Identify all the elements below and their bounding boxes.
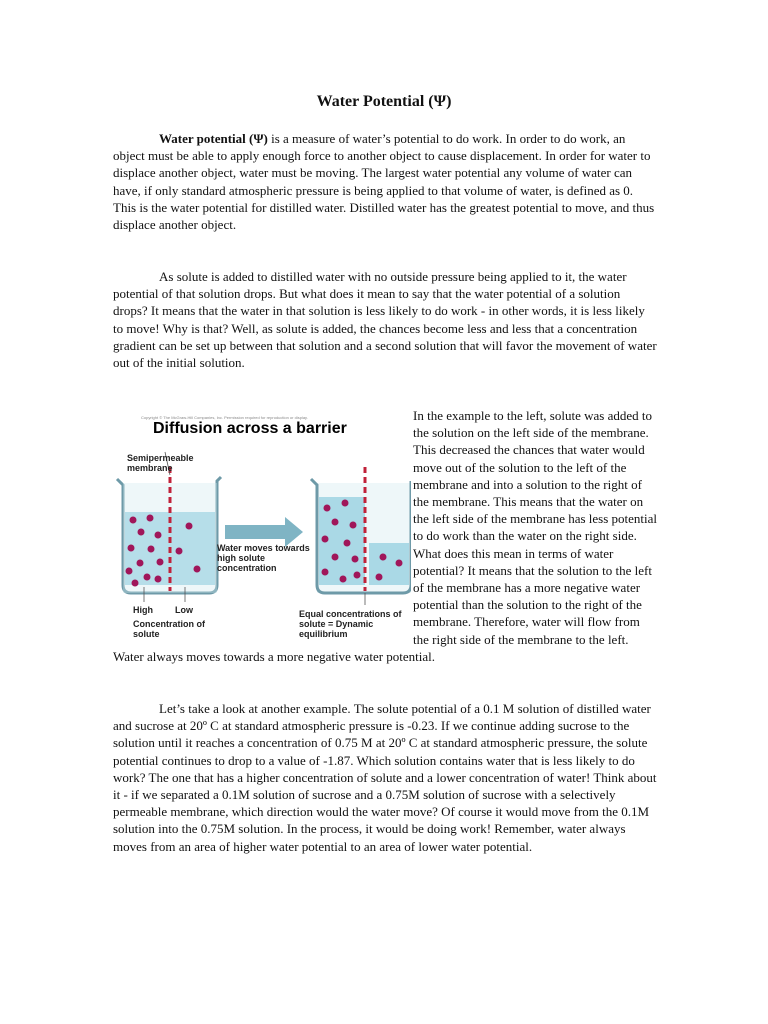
page-title: Water Potential (Ψ) [316, 93, 452, 110]
arrow-label: Water moves towards high solute concentration [217, 543, 310, 573]
diffusion-figure [113, 407, 411, 642]
bold-term-water-potential: Water potential (Ψ) [159, 131, 268, 146]
diffusion-illustration [113, 407, 411, 642]
right-beaker-water-right [369, 543, 409, 585]
paragraph-2-text: As solute is added to distilled water with no outside pressure being applied to it, the water potential of that solution drops. But what does it mean to say that the water potential of a solution drops? It means that the water in that solution is less likely to do work - in other words, it is less likely to move! Why is that? Well, as solute is added, the chances become less and less that a concentration gradient can be set up between that solution and a second solution that will favor the movement of water out of the initial solution. [113, 269, 657, 371]
paragraph-4-text: Let’s take a look at another example. The solute potential of a 0.1 M solution of distilled water and sucrose at 20º C at standard atmospheric pressure is -0.23. If we continue adding sucrose to the solution until it reaches a concentration of 0.75 M at 20º C at standard atmospheric pressure, the solute potential continues to drop to a value of -1.87. Which solution contains water that is less likely to do work? The one that has a higher concentration of solute and a lower concentration of water! Think about it - if we separated a 0.1M solution of sucrose and a 0.75M solution of sucrose with a selectively permeable membrane, which direction would the water move? Of course it would move from the 0.1M solution into the 0.75M solution. In the process, it would be doing work! Remember, water always moves from an area of higher water potential to an area of lower water potential. [113, 701, 657, 854]
figure-copyright: Copyright © The McGraw-Hill Companies, Inc. Permission required for reproduction or display. [141, 415, 308, 420]
paragraph-example-explanation: In the example to the left, solute was added to the solution on the left side of the membrane. This decreased the chances that water would move out of the solution to the left of the membrane and into a solution to the right of the membrane. This means that the water on the left side of the membrane has less potential to do work than the water on the right side. What does this mean in terms of water potential? It means that the solution to the left of the membrane has a more negative water potential than the solution to the right of the membrane. Therefore, water will flow from the right side of the membrane to the left. Water always moves towards a more negative water potential. [113, 408, 658, 664]
equilibrium-label: Equal concentrations of solute = Dynamic equilibrium [299, 609, 402, 639]
figure-title: Diffusion across a barrier [153, 420, 347, 437]
figure-and-explanation [113, 407, 658, 665]
paragraph-solute-added [113, 268, 658, 371]
concentration-label: Concentration of solute [133, 619, 205, 639]
paragraph-water-potential-definition [113, 130, 658, 233]
low-label: Low [175, 605, 193, 615]
high-label: High [133, 605, 153, 615]
paragraph-sucrose-example [113, 700, 658, 855]
membrane-label: Semipermeable membrane [127, 453, 194, 473]
paragraph-1-text: is a measure of water’s potential to do work. In order to do work, an object must be able to apply enough force to another object to cause displacement. In order for water to displace another object, water must be moving. The largest water potential any volume of water can have, if only standard atmospheric pressure is being applied to that volume of water, is defined as 0. This is the water potential for distilled water. Distilled water has the greatest potential to move, and thus displace another object. [113, 131, 655, 233]
